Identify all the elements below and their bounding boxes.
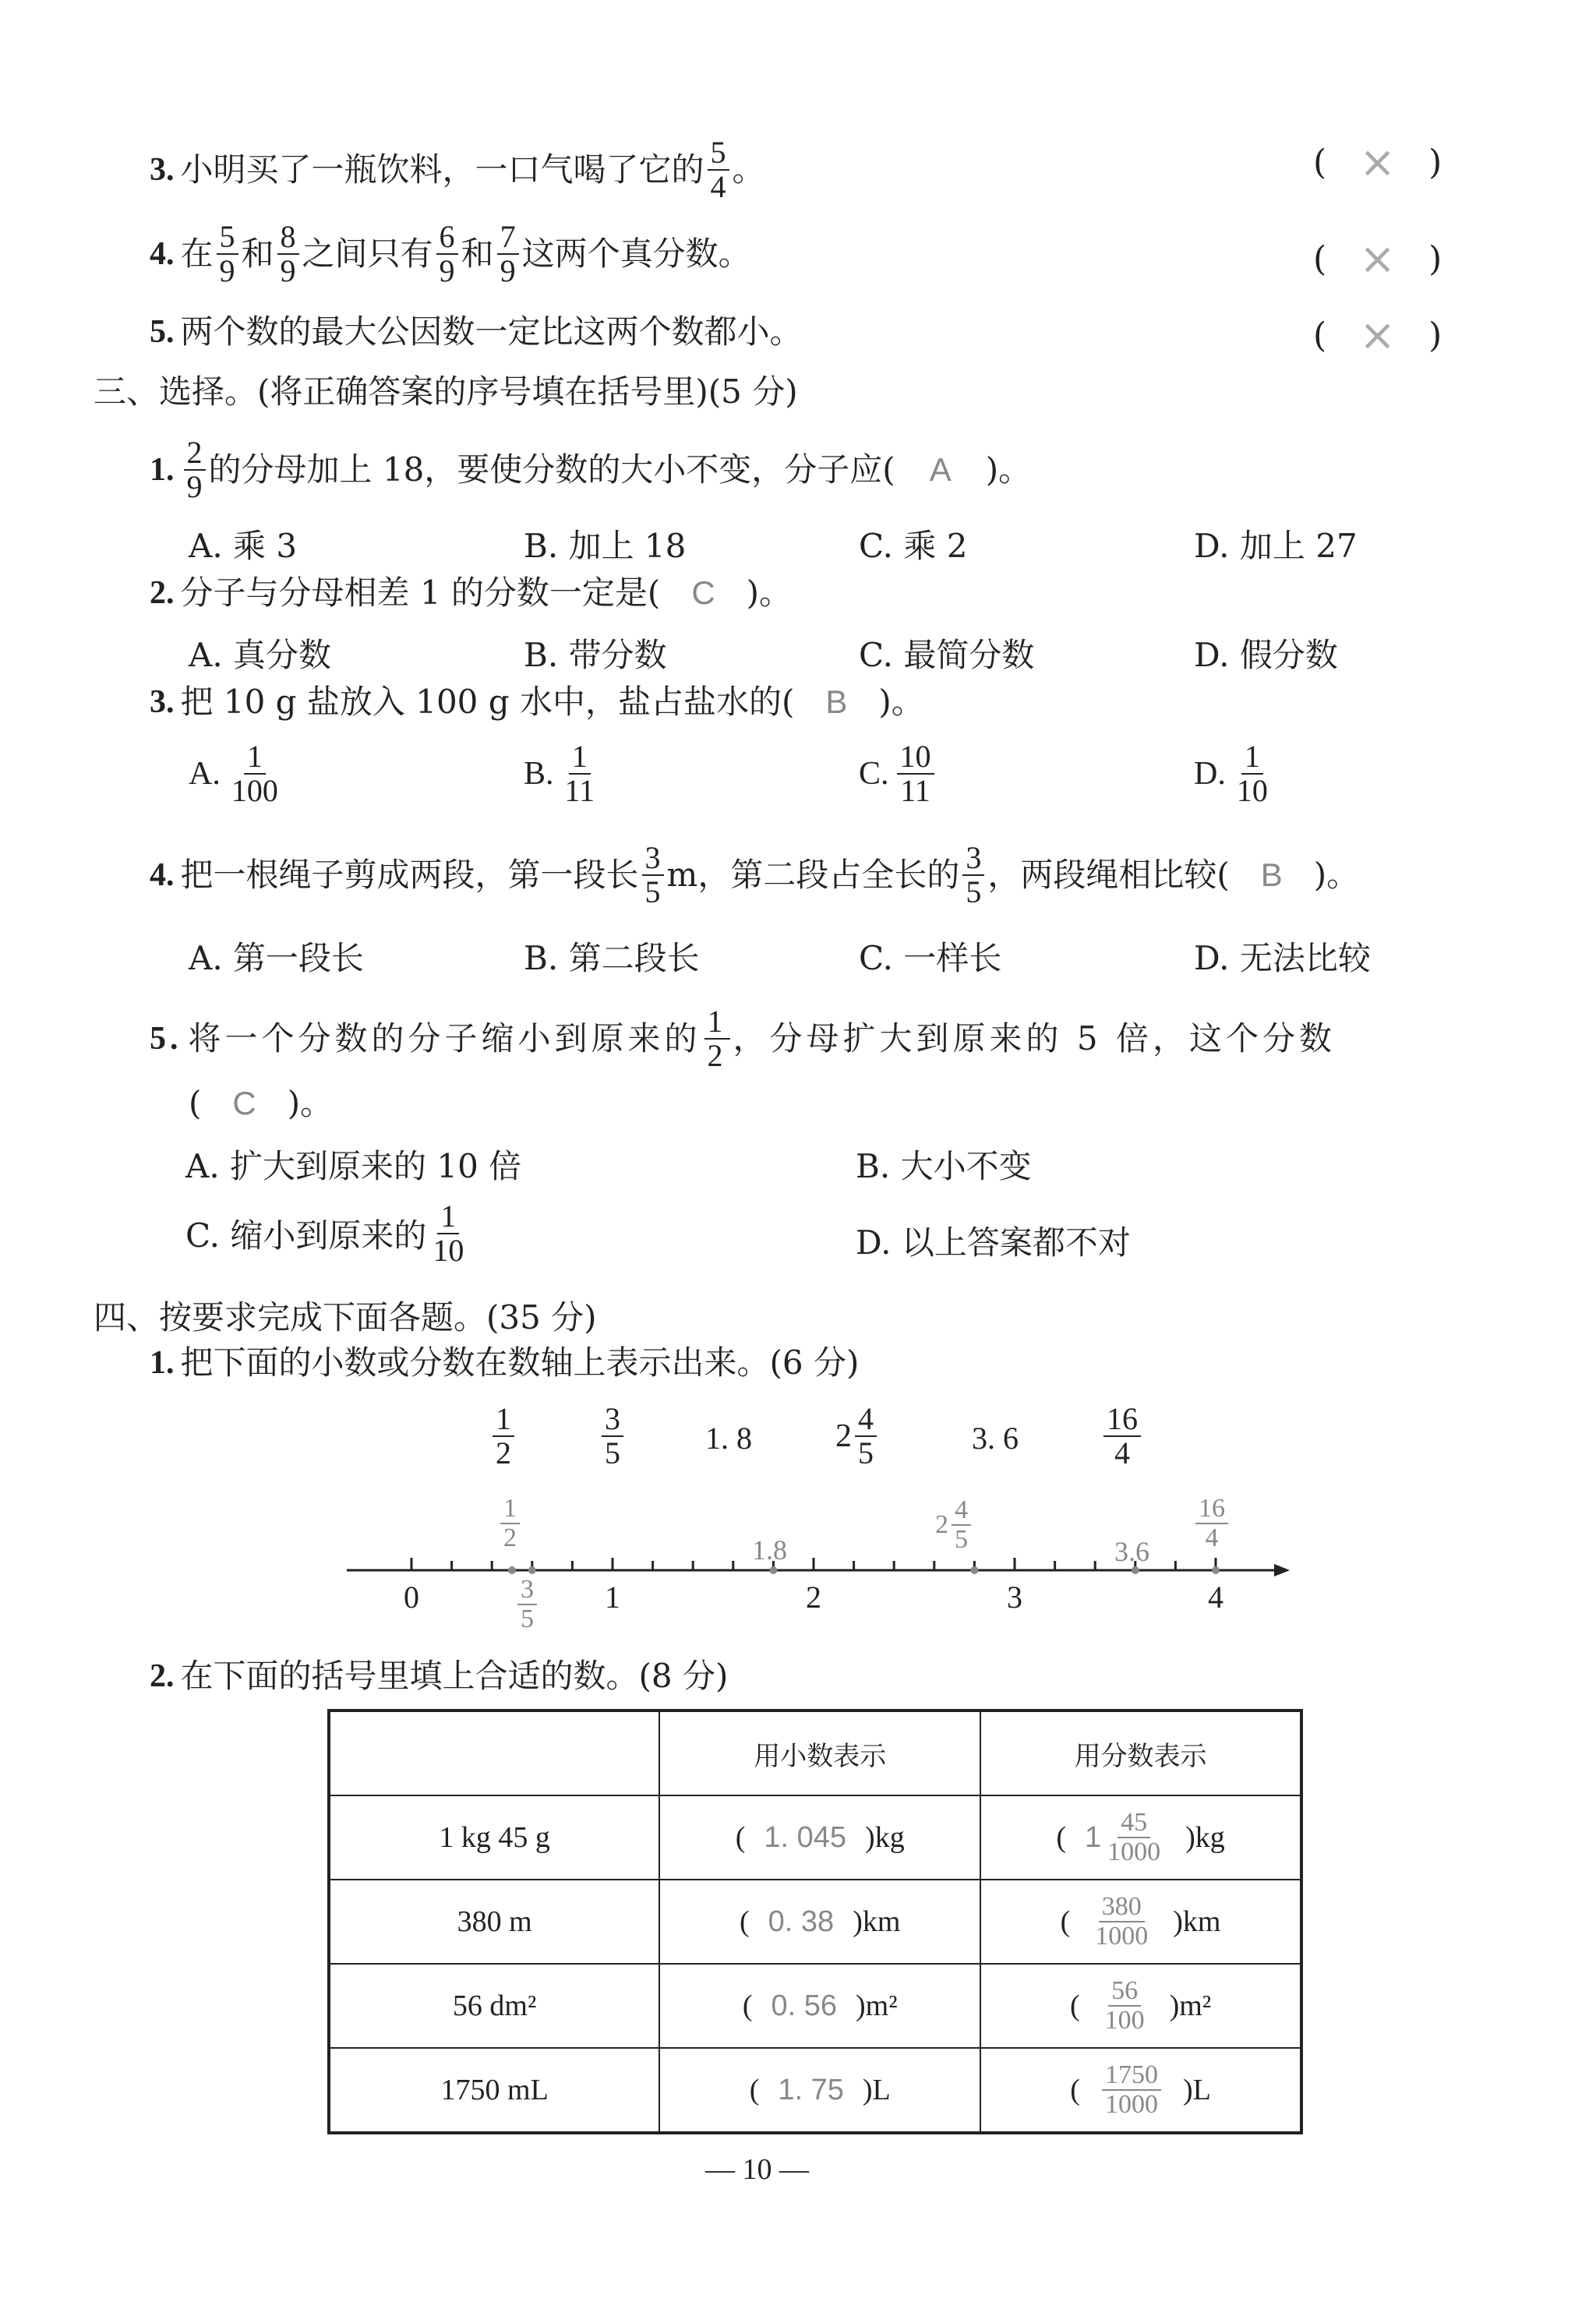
numerator: 56 [1108, 1977, 1141, 2007]
question-number: 5. [150, 1021, 182, 1057]
question-text: 的分母加上 18，要使分数的大小不变，分子应( [208, 450, 895, 489]
numerator: 7 [497, 221, 519, 255]
denominator: 4 [1205, 1523, 1219, 1552]
arrow-head [1274, 1564, 1290, 1576]
question-number: 3. [150, 684, 175, 720]
option-a: A. 乘 3 [189, 527, 298, 565]
question-number: 4. [150, 236, 175, 272]
table-row [329, 1964, 1301, 2048]
question-text-end: )。 [1313, 856, 1360, 894]
paren-open: ( [740, 1905, 750, 1938]
denominator: 4 [1114, 1435, 1130, 1470]
question-text: 分子与分母相差 1 的分数一定是( [180, 574, 661, 612]
question-number: 5. [150, 314, 175, 350]
option-c: C. 乘 2 [859, 527, 968, 565]
denominator: 1000 [1107, 1838, 1161, 1866]
option-b: B. 带分数 [524, 636, 667, 674]
answer-point [528, 1566, 536, 1574]
numerator: 3 [517, 1576, 537, 1605]
fraction [517, 1576, 537, 1633]
paren-close: ) [1428, 143, 1442, 182]
question-number: 2. [150, 1658, 175, 1694]
unit: )m² [1169, 1989, 1212, 2022]
answer-label-16-4 [1192, 1495, 1231, 1552]
paren-open: ( [735, 1821, 746, 1854]
answer-point [1212, 1566, 1220, 1574]
decimal-cell [659, 1964, 980, 2048]
whole-part: 1 [1085, 1820, 1102, 1854]
numerator: 16 [1195, 1495, 1228, 1524]
unit: )kg [865, 1821, 905, 1854]
option-b: B. 第二段长 [524, 939, 700, 977]
denominator: 9 [219, 253, 235, 288]
numerator: 5 [708, 136, 729, 171]
option-letter: B. [524, 756, 554, 792]
question-text-end: )。 [746, 574, 793, 612]
paren-close: ) [1428, 316, 1442, 355]
numerator: 4 [952, 1496, 971, 1526]
denominator: 1000 [1095, 1922, 1149, 1951]
denominator: 4 [710, 169, 726, 204]
fraction [1195, 1495, 1228, 1552]
fraction-cell [980, 1964, 1301, 2048]
option-a: A. 真分数 [189, 636, 332, 674]
denominator: 10 [433, 1233, 464, 1268]
page-number: — 10 — [705, 2153, 809, 2186]
denominator: 5 [955, 1524, 968, 1554]
denominator: 2 [707, 1038, 727, 1073]
paren-open: ( [1069, 1989, 1080, 2022]
denominator: 5 [521, 1604, 534, 1633]
numerator: 3 [602, 1403, 623, 1437]
option-c: C. 最简分数 [859, 636, 1035, 674]
question-text: 在 [180, 235, 214, 273]
fraction [1092, 1893, 1151, 1950]
numerator: 5 [217, 221, 238, 255]
numerator: 1 [1241, 740, 1263, 775]
question-text: 将一个分数的分子缩小到原来的 [188, 1019, 701, 1057]
denominator: 5 [858, 1435, 874, 1470]
paren-open: ( [189, 1084, 202, 1122]
fraction [1102, 2061, 1161, 2118]
answer: B [1260, 856, 1283, 893]
conversion-table [327, 1709, 1303, 2134]
question-text-end: 。 [732, 150, 765, 189]
denominator: 9 [280, 253, 296, 288]
paren-open: ( [1313, 316, 1327, 355]
answer: B [825, 683, 848, 720]
unit: )km [853, 1905, 901, 1938]
option-letter: A. [189, 756, 221, 792]
table-row [329, 1880, 1301, 1964]
axis-label-0: 0 [404, 1580, 419, 1615]
table-row [329, 2048, 1301, 2133]
section4-q2 [150, 1657, 729, 1695]
paren-open: ( [1056, 1821, 1066, 1854]
cross-mark: × [1359, 234, 1396, 284]
denominator: 9 [186, 469, 203, 504]
denominator: 10 [1236, 773, 1268, 808]
numerator: 4 [855, 1403, 877, 1437]
quantity-cell: 56 dm² [329, 1964, 659, 2048]
unit: )L [1182, 2074, 1211, 2106]
question-text: 之间只有 [302, 235, 433, 273]
numerator: 8 [277, 221, 299, 255]
unit: )m² [856, 1989, 898, 2022]
numerator: 380 [1099, 1893, 1145, 1922]
question-text: ，两段绳相比较( [987, 856, 1230, 894]
whole-part: 2 [835, 1418, 852, 1454]
answer-label-half [497, 1495, 523, 1552]
denominator: 1000 [1104, 2090, 1158, 2119]
question-number: 2. [150, 575, 175, 611]
option-a: A. 扩大到原来的 10 倍 [185, 1147, 522, 1185]
answer-label-three-fifths [514, 1576, 540, 1633]
option-d: D. 假分数 [1194, 636, 1338, 674]
answer-point [970, 1566, 978, 1574]
option-letter: D. [1194, 756, 1226, 792]
option-letter: C. [859, 756, 889, 792]
question-text-end: )。 [287, 1084, 334, 1122]
numerator: 1 [493, 1403, 514, 1437]
denominator: 100 [231, 773, 278, 808]
option-b: B. 加上 18 [524, 527, 687, 565]
axis-label-1: 1 [605, 1580, 620, 1615]
answer-label-2-4-5 [935, 1496, 974, 1553]
denominator: 5 [644, 874, 661, 909]
paren-open: ( [1060, 1905, 1071, 1938]
answer: C [232, 1085, 256, 1121]
answer-label-1-8: 1.8 [752, 1534, 787, 1566]
numerator: 3 [962, 842, 984, 876]
question-text: 两个数的最大公因数一定比这两个数都小。 [180, 312, 803, 351]
question-text: 和 [461, 235, 494, 273]
denominator: 11 [564, 773, 595, 808]
decimal-cell [659, 2048, 980, 2133]
numerator: 1 [244, 740, 266, 775]
numerator: 2 [184, 436, 206, 471]
answer-label-3-6: 3.6 [1114, 1536, 1149, 1567]
decimal-cell [659, 1880, 980, 1964]
option-c: C. 一样长 [859, 939, 1002, 977]
question-text: 和 [241, 235, 274, 273]
paren-open: ( [1313, 239, 1327, 279]
given-number-3: 1. 8 [705, 1421, 752, 1456]
option-d: D. 无法比较 [1194, 939, 1371, 977]
fraction [500, 1495, 520, 1552]
numerator: 3 [642, 842, 664, 876]
numerator: 6 [436, 221, 458, 255]
question-text: 这两个真分数。 [521, 235, 751, 273]
denominator: 5 [605, 1435, 620, 1470]
cross-mark: × [1359, 310, 1396, 361]
question-number: 1. [150, 1345, 175, 1381]
cross-mark: × [1359, 137, 1396, 188]
quantity-cell: 380 m [329, 1880, 659, 1964]
denominator: 9 [500, 253, 516, 288]
question-text: 小明买了一瓶饮料，一口气喝了它的 [180, 150, 704, 189]
answer: 0. 38 [768, 1905, 835, 1938]
question-text: 在下面的括号里填上合适的数。(8 分) [180, 1657, 729, 1695]
section-3-title: 三、选择。(将正确答案的序号填在括号里)(5 分) [94, 372, 798, 411]
denominator: 11 [900, 773, 930, 808]
numerator: 1 [500, 1495, 520, 1524]
option-d: D. 以上答案都不对 [856, 1223, 1131, 1262]
denominator: 9 [439, 253, 455, 288]
quantity-cell: 1750 mL [329, 2048, 659, 2133]
option-b: B. 大小不变 [856, 1147, 1032, 1185]
fraction [952, 1496, 971, 1553]
answer: 1. 045 [764, 1820, 847, 1854]
denominator: 2 [503, 1523, 517, 1552]
fraction-cell [980, 2048, 1301, 2133]
axis-label-4: 4 [1208, 1580, 1223, 1615]
numerator: 1750 [1102, 2061, 1161, 2091]
table-header-row [329, 1711, 1301, 1795]
numerator: 10 [897, 740, 934, 775]
whole-part: 2 [935, 1509, 948, 1539]
question-text: ，分母扩大到原来的 5 倍，这个分数 [733, 1019, 1336, 1057]
quantity-cell: 1 kg 45 g [329, 1795, 659, 1880]
decimal-cell [659, 1795, 980, 1880]
denominator: 5 [966, 874, 982, 909]
numerator: 1 [704, 1005, 730, 1040]
numerator: 16 [1103, 1403, 1141, 1437]
section-4-title: 四、按要求完成下面各题。(35 分) [94, 1298, 597, 1336]
answer-point [769, 1566, 777, 1574]
question-text: 把一根绳子剪成两段，第一段长 [180, 856, 639, 894]
paren-open: ( [742, 1989, 753, 2022]
question-text: 把 10 g 盐放入 100 g 水中，盐占盐水的( [180, 683, 795, 721]
header-cell: 用小数表示 [659, 1711, 980, 1795]
denominator: 100 [1104, 2006, 1145, 2035]
answer: 1. 75 [778, 2073, 844, 2106]
question-number: 1. [150, 452, 175, 488]
paren-close: ) [1428, 239, 1442, 279]
paren-open: ( [1070, 2074, 1080, 2106]
answer: 0. 56 [771, 1989, 838, 2022]
axis-label-3: 3 [1007, 1580, 1022, 1615]
unit: )km [1173, 1905, 1221, 1938]
denominator: 2 [496, 1435, 511, 1470]
question-text: m，第二段占全长的 [666, 856, 960, 894]
fraction [1102, 1977, 1148, 2034]
question-text: 把下面的小数或分数在数轴上表示出来。(6 分) [180, 1343, 860, 1382]
answer: A [929, 451, 952, 488]
question-text-end: )。 [878, 683, 924, 721]
question-number: 3. [150, 152, 175, 188]
fraction-cell [980, 1880, 1301, 1964]
axis-label-2: 2 [806, 1580, 821, 1615]
numerator: 45 [1118, 1809, 1150, 1838]
table-row [329, 1795, 1301, 1880]
option-a: A. 第一段长 [189, 939, 365, 977]
given-number-5: 3. 6 [972, 1421, 1019, 1456]
question-text-end: )。 [985, 450, 1032, 489]
numerator: 1 [437, 1200, 459, 1234]
header-cell [329, 1711, 659, 1795]
unit: )L [862, 2074, 891, 2106]
fraction-cell [980, 1795, 1301, 1880]
question-number: 4. [150, 857, 175, 893]
option-text: C. 缩小到原来的 [185, 1216, 427, 1255]
fraction [1104, 1809, 1163, 1866]
paren-open: ( [1313, 143, 1327, 182]
option-d: D. 加上 27 [1194, 527, 1358, 565]
answer: C [691, 574, 715, 611]
unit: )kg [1185, 1821, 1225, 1854]
answer-point [508, 1566, 516, 1574]
paren-open: ( [749, 2074, 760, 2106]
header-cell: 用分数表示 [980, 1711, 1301, 1795]
numerator: 1 [569, 740, 591, 775]
